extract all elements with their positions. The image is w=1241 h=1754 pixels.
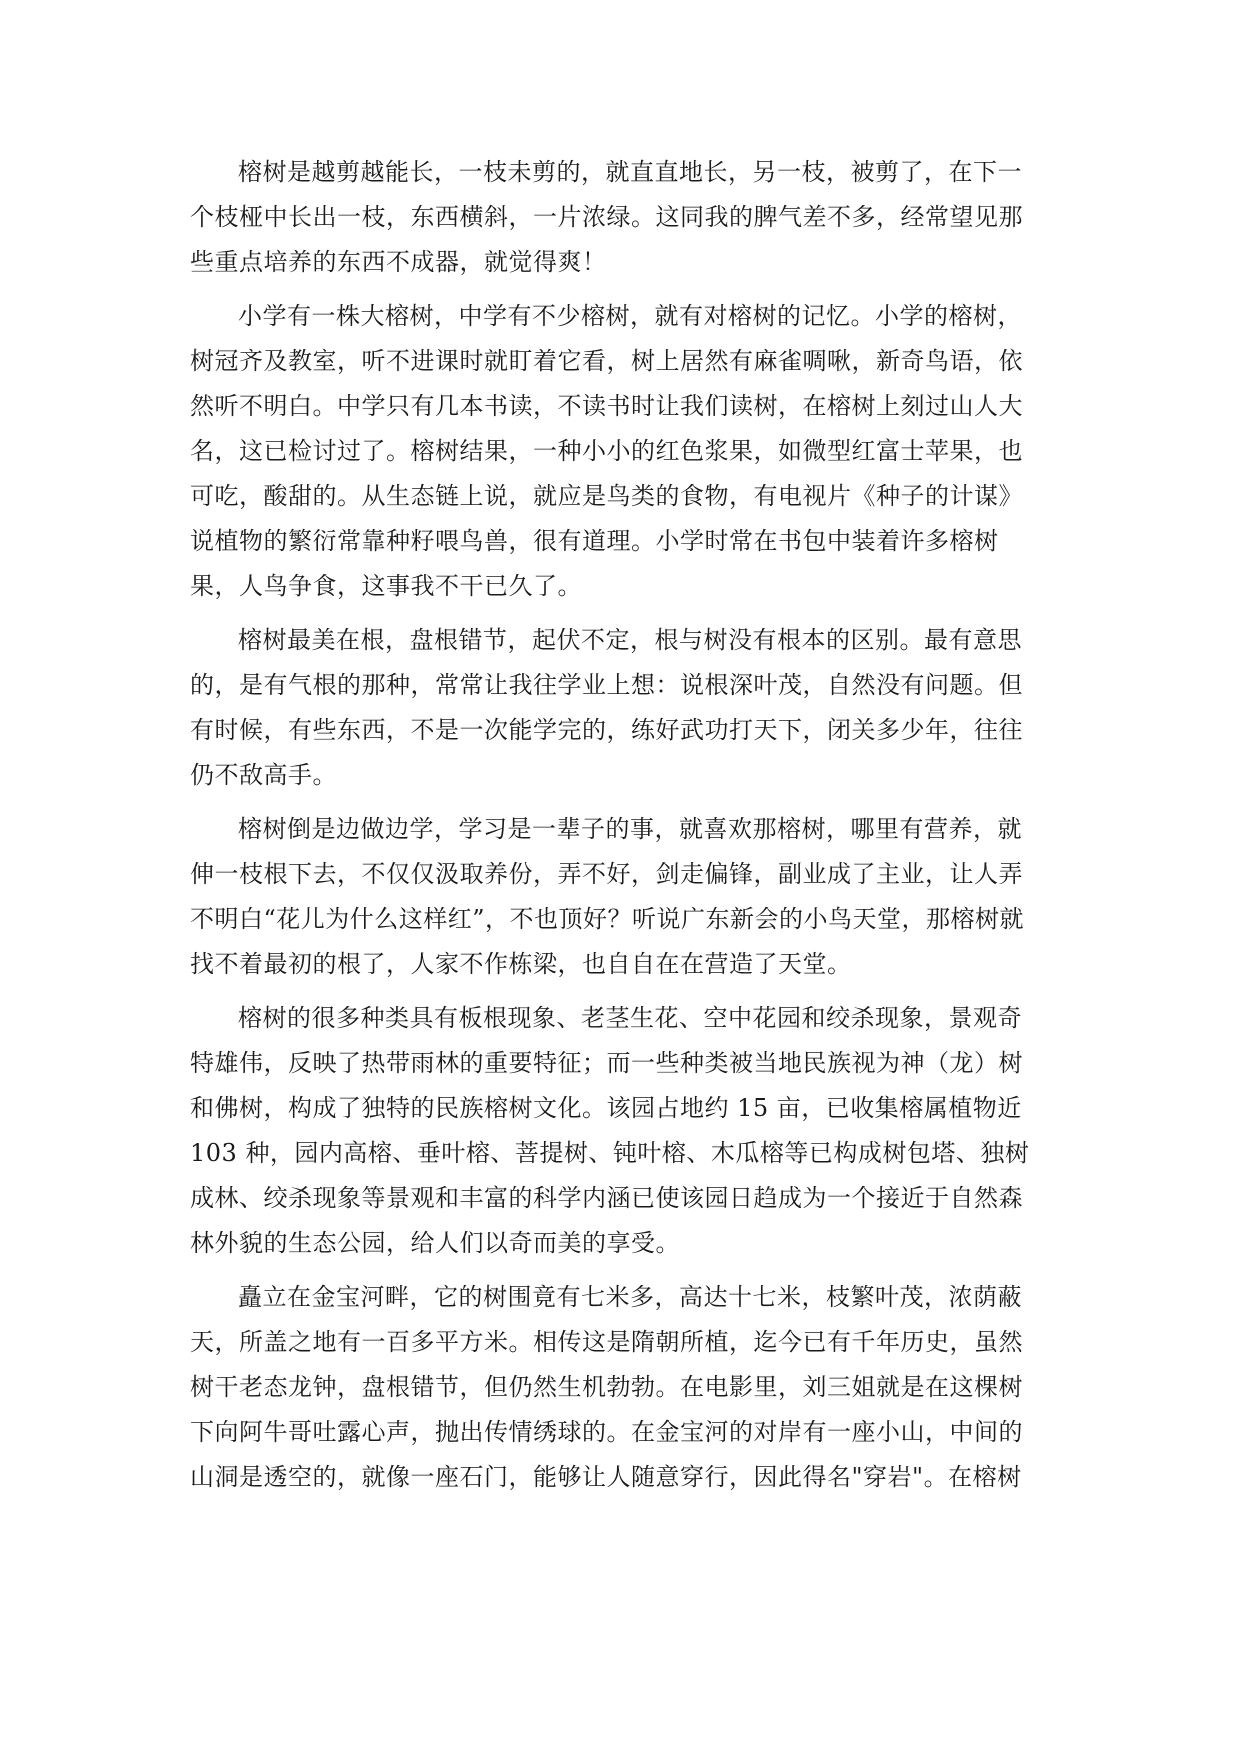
text-line: 些重点培养的东西不成器，就觉得爽！ — [190, 248, 607, 276]
text-line: 天，所盖之地有一百多平方米。相传这是隋朝所植，迄今已有千年历史，虽然 — [190, 1328, 1023, 1356]
text-line: 矗立在金宝河畔，它的树围竟有七米多，高达十七米，枝繁叶茂，浓荫蔽 — [238, 1283, 1022, 1311]
text-line: 榕树倒是边做边学，学习是一辈子的事，就喜欢那榕树，哪里有营养，就 — [238, 815, 1022, 843]
text-line: 伸一枝根下去，不仅仅汲取养份，弄不好，剑走偏锋，副业成了主业，让人弄 — [190, 860, 1023, 888]
paragraph — [190, 807, 1060, 987]
paragraph — [190, 996, 1060, 1266]
text-line: 下向阿牛哥吐露心声，抛出传情绣球的。在金宝河的对岸有一座小山，中间的 — [190, 1418, 1023, 1446]
text-line: 特雄伟，反映了热带雨林的重要特征；而一些种类被当地民族视为神（龙）树 — [190, 1049, 1023, 1077]
text-line: 找不着最初的根了，人家不作栋梁，也自自在在营造了天堂。 — [190, 950, 852, 978]
text-line: 不明白“花儿为什么这样红”，不也顶好？听说广东新会的小鸟天堂，那榕树就 — [190, 905, 1025, 933]
text-line: 山洞是透空的，就像一座石门，能够让人随意穿行，因此得名"穿岩"。在榕树 — [190, 1463, 1022, 1491]
text-line: 小学有一株大榕树，中学有不少榕树，就有对榕树的记忆。小学的榕树， — [238, 302, 1022, 330]
text-line: 和佛树，构成了独特的民族榕树文化。该园占地约 15 亩，已收集榕属植物近 — [190, 1094, 1022, 1122]
text-line: 可吃，酸甜的。从生态链上说，就应是鸟类的食物，有电视片《种子的计谋》 — [190, 482, 1023, 510]
paragraph — [190, 618, 1060, 798]
text-line: 103 种，园内高榕、垂叶榕、菩提树、钝叶榕、木瓜榕等已构成树包塔、独树 — [190, 1139, 1030, 1167]
text-line: 榕树最美在根，盘根错节，起伏不定，根与树没有根本的区别。最有意思 — [238, 626, 1022, 654]
text-line: 个枝桠中长出一枝，东西横斜，一片浓绿。这同我的脾气差不多，经常望见那 — [190, 203, 1023, 231]
text-line: 榕树是越剪越能长，一枝未剪的，就直直地长，另一枝，被剪了，在下一 — [238, 158, 1022, 186]
paragraph — [190, 1275, 1060, 1500]
document-body — [190, 150, 1060, 1509]
text-line: 树干老态龙钟，盘根错节，但仍然生机勃勃。在电影里，刘三姐就是在这棵树 — [190, 1373, 1023, 1401]
text-line: 说植物的繁衍常靠种籽喂鸟兽，很有道理。小学时常在书包中装着许多榕树 — [190, 527, 999, 555]
text-line: 榕树的很多种类具有板根现象、老茎生花、空中花园和绞杀现象，景观奇 — [238, 1004, 1022, 1032]
paragraph — [190, 150, 1060, 285]
text-line: 名，这已检讨过了。榕树结果，一种小小的红色浆果，如微型红富士苹果，也 — [190, 437, 1023, 465]
text-line: 的，是有气根的那种，常常让我往学业上想：说根深叶茂，自然没有问题。但 — [190, 671, 1023, 699]
text-line: 然听不明白。中学只有几本书读，不读书时让我们读树，在榕树上刻过山人大 — [190, 392, 1023, 420]
text-line: 仍不敌高手。 — [190, 761, 337, 789]
text-line: 林外貌的生态公园，给人们以奇而美的享受。 — [190, 1229, 680, 1257]
text-line: 成林、绞杀现象等景观和丰富的科学内涵已使该园日趋成为一个接近于自然森 — [190, 1184, 1023, 1212]
paragraph — [190, 294, 1060, 609]
text-line: 果，人鸟争食，这事我不干已久了。 — [190, 572, 582, 600]
text-line: 有时候，有些东西，不是一次能学完的，练好武功打天下，闭关多少年，往往 — [190, 716, 1023, 744]
text-line: 树冠齐及教室，听不进课时就盯着它看，树上居然有麻雀啁啾，新奇鸟语，依 — [190, 347, 1023, 375]
